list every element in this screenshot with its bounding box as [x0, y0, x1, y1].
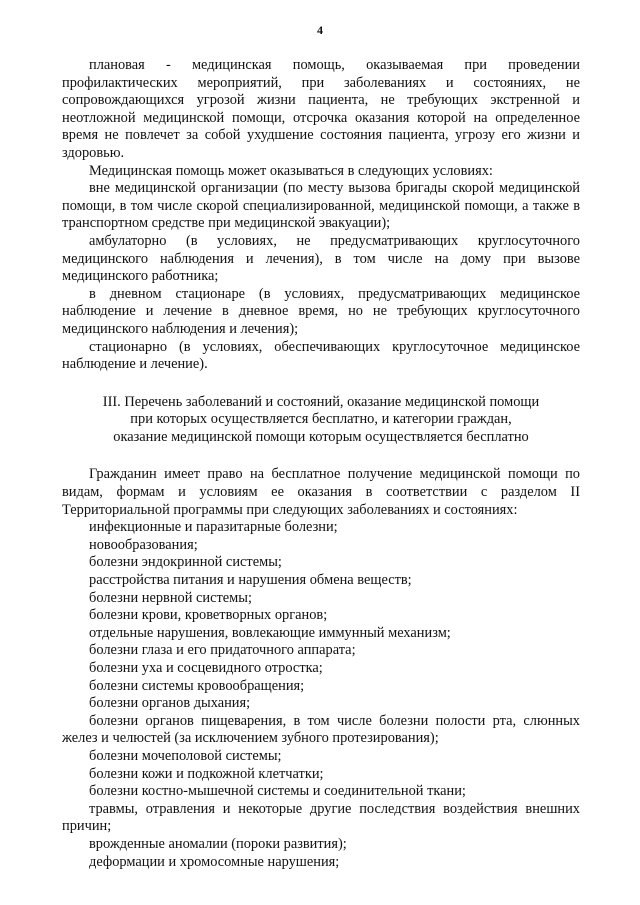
list-item: болезни органов пищеварения, в том числе болезни полости рта, слюнных желез и челюстей (за исключением зубного протезирования); [62, 712, 580, 747]
list-item: болезни костно-мышечной системы и соединительной ткани; [89, 783, 466, 800]
list-item: болезни мочеполовой системы; [89, 747, 282, 764]
list-item: болезни системы кровообращения; [89, 677, 305, 694]
list-item: новообразования; [89, 536, 198, 553]
page-number: 4 [317, 23, 323, 37]
document-body [62, 57, 580, 871]
list-item: болезни органов дыхания; [89, 695, 251, 712]
list-item: болезни глаза и его придаточного аппарата; [89, 642, 356, 659]
section-heading: III. Перечень заболеваний и состояний, оказание медицинской помощи при которых осуществляется бесплатно, и категории граждан, оказание медицинской помощи которым осуществляется бесплатно [102, 393, 540, 445]
list-item: деформации и хромосомные нарушения; [89, 853, 340, 870]
list-item: расстройства питания и нарушения обмена веществ; [89, 572, 412, 589]
paragraph-outpatient: амбулаторно (в условиях, не предусматривающих круглосуточного медицинского наблюдения и лечения), в том числе на дому при вызове медицинского работника; [62, 232, 580, 285]
list-item: инфекционные и паразитарные болезни; [89, 519, 338, 536]
paragraph-outside-organization: вне медицинской организации (по месту вызова бригады скорой медицинской помощи, в том числе скорой специализированной, медицинской помощи, а также в транспортном средстве при медицинской эвакуации); [62, 180, 580, 232]
list-item: болезни кожи и подкожной клетчатки; [89, 765, 324, 782]
list-item: болезни крови, кроветворных органов; [89, 607, 328, 624]
list-item: врожденные аномалии (пороки развития); [89, 835, 347, 852]
paragraph-planned-care: плановая - медицинская помощь, оказываемая при проведении профилактических мероприятий, при заболеваниях и состояниях, не сопровождающихся угрозой жизни пациента, не требующих экстренной и неотложной медицинской помощи, отсрочка оказания которой на определенное время не повлечет за собой ухудшение состояния пациента, угрозу его жизни и здоровью. [62, 57, 580, 161]
diseases-list [62, 519, 580, 871]
list-item: травмы, отравления и некоторые другие последствия воздействия внешних причин; [62, 800, 580, 835]
paragraph-day-hospital: в дневном стационаре (в условиях, предусматривающих медицинское наблюдение и лечение в дневное время, но не требующих круглосуточного медицинского наблюдения и лечения); [62, 285, 580, 337]
paragraph-rights-intro: Гражданин имеет право на бесплатное получение медицинской помощи по видам, формам и условиям ее оказания в соответствии с разделом II Территориальной программы при следующих заболеваниях и состояниях: [62, 466, 580, 518]
paragraph-conditions-intro: Медицинская помощь может оказываться в следующих условиях: [89, 162, 493, 179]
paragraph-inpatient: стационарно (в условиях, обеспечивающих круглосуточное медицинское наблюдение и лечение). [62, 338, 580, 373]
list-item: отдельные нарушения, вовлекающие иммунный механизм; [89, 624, 451, 641]
list-item: болезни эндокринной системы; [89, 554, 282, 571]
list-item: болезни нервной системы; [89, 589, 252, 606]
conditions-section [62, 57, 580, 374]
list-item: болезни уха и сосцевидного отростка; [89, 660, 323, 676]
